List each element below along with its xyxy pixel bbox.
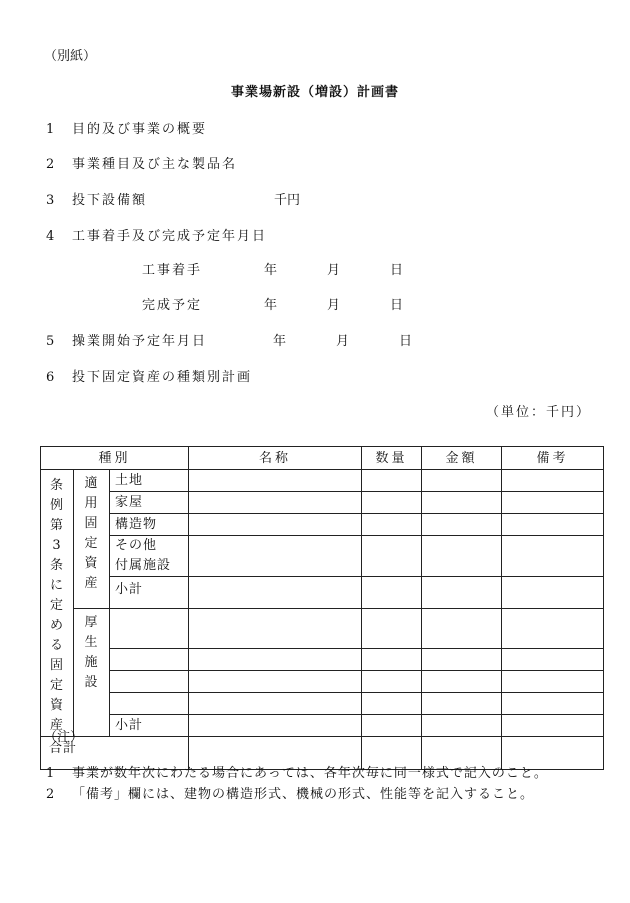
subtotal-welfare-name-cell[interactable] bbox=[189, 715, 362, 737]
other-remarks-cell[interactable] bbox=[502, 536, 604, 577]
welfare-2-quantity-cell[interactable] bbox=[362, 649, 422, 671]
welfare-3-remarks-cell[interactable] bbox=[502, 671, 604, 693]
note-1-text: 事業が数年次にわたる場合にあっては、各年次毎に同一様式で記入のこと。 bbox=[72, 766, 548, 781]
note-2-text: 「備考」欄には、建物の構造形式、機械の形式、性能等を記入すること。 bbox=[72, 787, 535, 802]
land-quantity-cell[interactable] bbox=[362, 470, 422, 492]
header-remarks: 備考 bbox=[502, 447, 604, 470]
building-quantity-cell[interactable] bbox=[362, 492, 422, 514]
group-main-cell bbox=[41, 470, 74, 737]
welfare-2-remarks-cell[interactable] bbox=[502, 649, 604, 671]
item-building: 家屋 bbox=[110, 492, 189, 514]
item-subtotal-applicable: 小計 bbox=[110, 577, 189, 609]
welfare-item-4[interactable] bbox=[110, 693, 189, 715]
section-3-unit: 千円 bbox=[274, 193, 301, 208]
complete-day-label: 日 bbox=[390, 298, 404, 313]
notes-label: （注） bbox=[44, 730, 84, 745]
welfare-2-name-cell[interactable] bbox=[189, 649, 362, 671]
group-welfare-label: 厚 生 施 設 bbox=[84, 615, 99, 690]
header-type: 種別 bbox=[41, 447, 189, 470]
building-amount-cell[interactable] bbox=[422, 492, 502, 514]
welfare-item-1[interactable] bbox=[110, 609, 189, 649]
welfare-1-remarks-cell[interactable] bbox=[502, 609, 604, 649]
subtotal-applicable-remarks-cell[interactable] bbox=[502, 577, 604, 609]
section-3-number: 3 bbox=[46, 193, 55, 208]
building-name-cell[interactable] bbox=[189, 492, 362, 514]
section-5-number: 5 bbox=[46, 334, 55, 349]
schedule-complete-label: 完成予定 bbox=[142, 298, 203, 313]
group-applicable-label: 適 用 固 定 資 産 bbox=[84, 476, 99, 591]
welfare-4-quantity-cell[interactable] bbox=[362, 693, 422, 715]
group-main-label: 条 例 第 3 条 に 定 め る 固 定 資 産 bbox=[49, 478, 64, 733]
welfare-4-name-cell[interactable] bbox=[189, 693, 362, 715]
section-4-number: 4 bbox=[46, 229, 55, 244]
welfare-2-amount-cell[interactable] bbox=[422, 649, 502, 671]
section-2-text: 事業種目及び主な製品名 bbox=[72, 157, 238, 172]
other-amount-cell[interactable] bbox=[422, 536, 502, 577]
subtotal-welfare-quantity-cell[interactable] bbox=[362, 715, 422, 737]
subtotal-applicable-quantity-cell[interactable] bbox=[362, 577, 422, 609]
land-name-cell[interactable] bbox=[189, 470, 362, 492]
fixed-assets-table bbox=[40, 446, 604, 770]
structure-remarks-cell[interactable] bbox=[502, 514, 604, 536]
note-2-number: 2 bbox=[46, 787, 55, 802]
welfare-3-name-cell[interactable] bbox=[189, 671, 362, 693]
welfare-3-amount-cell[interactable] bbox=[422, 671, 502, 693]
header-quantity: 数量 bbox=[362, 447, 422, 470]
group-applicable-cell bbox=[74, 470, 110, 609]
schedule-start-label: 工事着手 bbox=[142, 263, 203, 278]
start-month-label: 月 bbox=[327, 263, 341, 278]
item-other-line-1: その他 bbox=[115, 538, 158, 553]
document-title: 事業場新設（増設）計画書 bbox=[230, 85, 399, 100]
section-3-text: 投下設備額 bbox=[72, 193, 148, 208]
total-name-cell[interactable] bbox=[189, 737, 362, 770]
land-remarks-cell[interactable] bbox=[502, 470, 604, 492]
total-quantity-cell[interactable] bbox=[362, 737, 422, 770]
item-other-line-2: 付属施設 bbox=[115, 558, 172, 573]
header-name: 名称 bbox=[189, 447, 362, 470]
structure-amount-cell[interactable] bbox=[422, 514, 502, 536]
operation-month-label: 月 bbox=[336, 334, 350, 349]
subtotal-applicable-name-cell[interactable] bbox=[189, 577, 362, 609]
total-label: 合計 bbox=[41, 737, 189, 770]
section-1-number: 1 bbox=[46, 122, 55, 137]
welfare-item-3[interactable] bbox=[110, 671, 189, 693]
operation-day-label: 日 bbox=[399, 334, 413, 349]
group-welfare-cell bbox=[74, 609, 110, 737]
operation-year-label: 年 bbox=[273, 334, 287, 349]
section-1-text: 目的及び事業の概要 bbox=[72, 122, 208, 137]
total-remarks-cell[interactable] bbox=[502, 737, 604, 770]
item-subtotal-welfare: 小計 bbox=[110, 715, 189, 737]
other-quantity-cell[interactable] bbox=[362, 536, 422, 577]
subtotal-welfare-amount-cell[interactable] bbox=[422, 715, 502, 737]
total-amount-cell[interactable] bbox=[422, 737, 502, 770]
header-amount: 金額 bbox=[422, 447, 502, 470]
section-6-number: 6 bbox=[46, 370, 55, 385]
building-remarks-cell[interactable] bbox=[502, 492, 604, 514]
unit-note: （単位：千円） bbox=[486, 405, 592, 420]
welfare-item-2[interactable] bbox=[110, 649, 189, 671]
welfare-4-amount-cell[interactable] bbox=[422, 693, 502, 715]
land-amount-cell[interactable] bbox=[422, 470, 502, 492]
start-year-label: 年 bbox=[264, 263, 278, 278]
section-4-text: 工事着手及び完成予定年月日 bbox=[72, 229, 268, 244]
attachment-label: （別紙） bbox=[44, 49, 97, 64]
welfare-4-remarks-cell[interactable] bbox=[502, 693, 604, 715]
welfare-1-name-cell[interactable] bbox=[189, 609, 362, 649]
welfare-1-amount-cell[interactable] bbox=[422, 609, 502, 649]
section-2-number: 2 bbox=[46, 157, 55, 172]
structure-name-cell[interactable] bbox=[189, 514, 362, 536]
other-name-cell[interactable] bbox=[189, 536, 362, 577]
complete-year-label: 年 bbox=[264, 298, 278, 313]
item-structure: 構造物 bbox=[110, 514, 189, 536]
item-land: 土地 bbox=[110, 470, 189, 492]
section-6-text: 投下固定資産の種類別計画 bbox=[72, 370, 253, 385]
structure-quantity-cell[interactable] bbox=[362, 514, 422, 536]
start-day-label: 日 bbox=[390, 263, 404, 278]
welfare-1-quantity-cell[interactable] bbox=[362, 609, 422, 649]
welfare-3-quantity-cell[interactable] bbox=[362, 671, 422, 693]
note-1-number: 1 bbox=[46, 766, 55, 781]
complete-month-label: 月 bbox=[327, 298, 341, 313]
subtotal-applicable-amount-cell[interactable] bbox=[422, 577, 502, 609]
item-other bbox=[110, 536, 189, 577]
section-5-text: 操業開始予定年月日 bbox=[72, 334, 208, 349]
subtotal-welfare-remarks-cell[interactable] bbox=[502, 715, 604, 737]
